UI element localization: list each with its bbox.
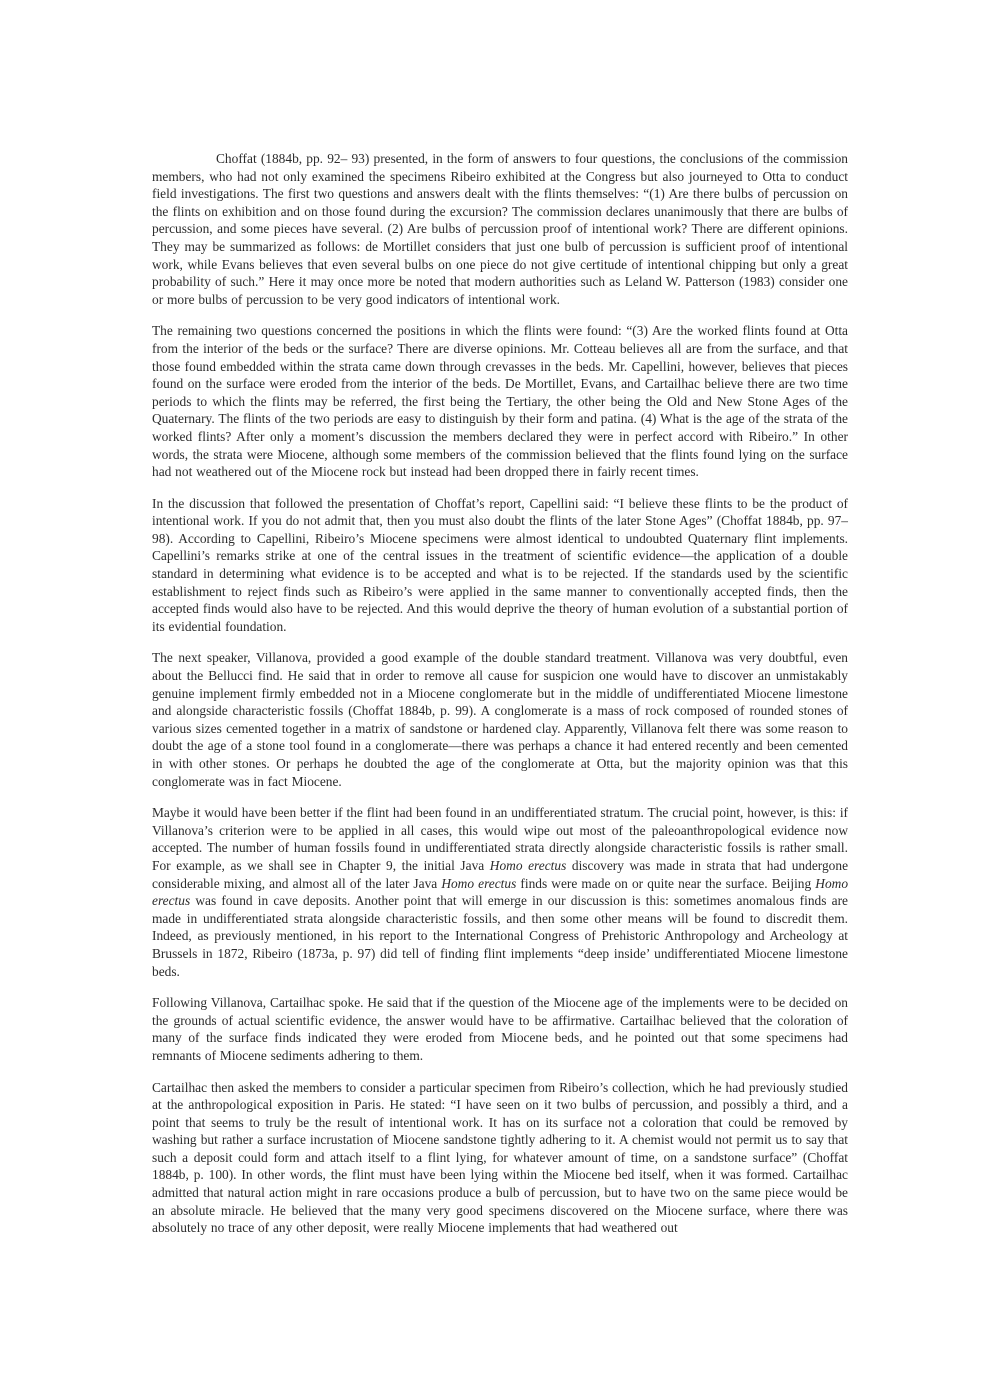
paragraph-choffat-report	[152, 150, 848, 308]
text-run: In the discussion that followed the presentation of Choffat’s report, Capellini said: “I believe these flints to be the product of intentional work. If you do not admit that, then you must also doubt the flints of the later Stone Ages” (Choffat 1884b, pp. 97–98). According to Capellini, Ribeiro’s Miocene specimens were almost identical to undoubted Quaternary flint implements. Capellini’s remarks strike at one of the central issues in the treatment of scientific evidence—the application of a double standard in determining what evidence is to be accepted and what is to be rejected. If the standards used by the scientific establishment to reject finds such as Ribeiro’s were applied in the same manner to conventionally accepted finds, then the accepted finds would also have to be rejected. And this would deprive the theory of human evolution of a substantial portion of its evidential foundation.	[152, 495, 848, 634]
text-run: finds were made on or quite near the surface. Beijing	[516, 875, 816, 891]
paragraph-remaining-questions	[152, 322, 848, 480]
text-run: Maybe it would have been better if the flint had been found in an undifferentiated stratum. The crucial point, however, is this: if Villanova’s criterion were to be applied in all cases, this would wipe out most of the paleoanthropological evidence now accepted. The number of human fossils found in undifferentiated strata directly alongside characteristic fossils is rather small. For example, as we shall see in Chapter 9, the initial Java	[152, 805, 848, 873]
paragraph-cartailhac-specimen	[152, 1079, 848, 1237]
text-run: The remaining two questions concerned the positions in which the flints were found: “(3) Are the worked flints found at Otta from the interior of the beds or the surface? There are diverse opinions. Mr. Cotteau believes all are from the surface, and that those found embedded within the strata came down through crevasses in the beds. Mr. Capellini, however, believes that pieces found on the surface were eroded from the interior of the beds. De Mortillet, Evans, and Cartailhac believe there are two time periods to which the flints may be referred, the first being the Tertiary, the other being the Old and New Stone Ages of the Quaternary. The flints of the two periods are easy to distinguish by their form and patina. (4) What is the age of the strata of the worked flints? After only a moment’s discussion the members declared they were in perfect accord with Ribeiro.” In other words, the strata were Miocene, although some members of the commission believed that the flints found lying on the surface had not weathered out of the Miocene rock but instead had been dropped there in fairly recent times.	[152, 323, 848, 480]
text-run: was found in cave deposits. Another point that will emerge in our discussion is this: sometimes anomalous finds are made in undifferentiated strata alongside characteristic fossils, and then some other means will be found to discredit them. Indeed, as previously mentioned, in his report to the International Congress of Prehistoric Anthropology and Archeology at Brussels in 1872, Ribeiro (1873a, p. 97) did tell of finding flint implements “deep inside’ undifferentiated Miocene limestone beds.	[152, 893, 848, 979]
species-name-italic: Homo erectus	[441, 875, 517, 891]
species-name-italic: Homo erectus	[152, 875, 849, 909]
text-run: Following Villanova, Cartailhac spoke. He said that if the question of the Miocene age of the implements were to be decided on the grounds of actual scientific evidence, the answer would have to be affirmative. Cartailhac believed that the coloration of many of the surface finds indicated they were eroded from Miocene beds, and he pointed out that some specimens had remnants of Miocene sediments adhering to them.	[152, 995, 848, 1063]
text-run: discovery was made in strata that had undergone considerable mixing, and almost all of the later Java	[152, 857, 849, 891]
species-name-italic: Homo erectus	[489, 857, 567, 873]
paragraph-double-standard	[152, 804, 848, 980]
text-run: The next speaker, Villanova, provided a good example of the double standard treatment. Villanova was very doubtful, even about the Bellucci find. He said that in order to remove all cause for suspicion one would have to discover an unmistakably genuine implement firmly embedded not in a Miocene conglomerate but in the middle of undifferentiated Miocene limestone and alongside characteristic fossils (Choffat 1884b, p. 99). A conglomerate is a mass of rock composed of rounded stones of various sizes cemented together in a matrix of sandstone or hardened clay. Apparently, Villanova felt there was some reason to doubt the age of a stone tool found in a conglomerate—there was perhaps a chance it had entered recently and been cemented in with other stones. Or perhaps he doubted the age of the conglomerate at Otta, but the majority opinion was that this conglomerate was in fact Miocene.	[152, 650, 848, 789]
paragraph-villanova	[152, 649, 848, 790]
text-run: Choffat (1884b, pp. 92– 93) presented, in the form of answers to four questions, the conclusions of the commission members, who had not only examined the specimens Ribeiro exhibited at the Congress but also journeyed to Otta to conduct field investigations. The first two questions and answers dealt with the flints themselves: “(1) Are there bulbs of percussion on the flints on exhibition and on those found during the excursion? The commission declares unanimously that there are bulbs of percussion, and some pieces have several. (2) Are bulbs of percussion proof of intentional work? There are different opinions. They may be summarized as follows: de Mortillet considers that just one bulb of percussion is sufficient proof of intentional work, while Evans believes that even several bulbs on one piece do not give certitude of intentional chipping but only a great probability of such.” Here it may once more be noted that modern authorities such as Leland W. Patterson (1983) consider one or more bulbs of percussion to be very good indicators of intentional work.	[152, 151, 848, 307]
document-page	[152, 150, 848, 1251]
paragraph-capellini-discussion	[152, 495, 848, 636]
text-run: Cartailhac then asked the members to consider a particular specimen from Ribeiro’s collection, which he had previously studied at the anthropological exposition in Paris. He stated: “I have seen on it two bulbs of percussion, and possibly a third, and a point that seems to truly be the result of intentional work. It has on its surface not a coloration that could be removed by washing but rather a surface incrustation of Miocene sandstone tightly adhering to it. A chemist would not permit us to say that such a deposit could form and attach itself to a flint lying, for whatever amount of time, on a sandstone surface” (Choffat 1884b, p. 100). In other words, the flint must have been lying within the Miocene bed itself, when it was formed. Cartailhac admitted that natural action might in rare occasions produce a bulb of percussion, but to have two on the same piece would be an absolute miracle. He believed that the many very good specimens discovered on the Miocene surface, where there was absolutely no trace of any other deposit, were really Miocene implements that had weathered out	[152, 1079, 848, 1236]
paragraph-cartailhac-spoke	[152, 994, 848, 1064]
